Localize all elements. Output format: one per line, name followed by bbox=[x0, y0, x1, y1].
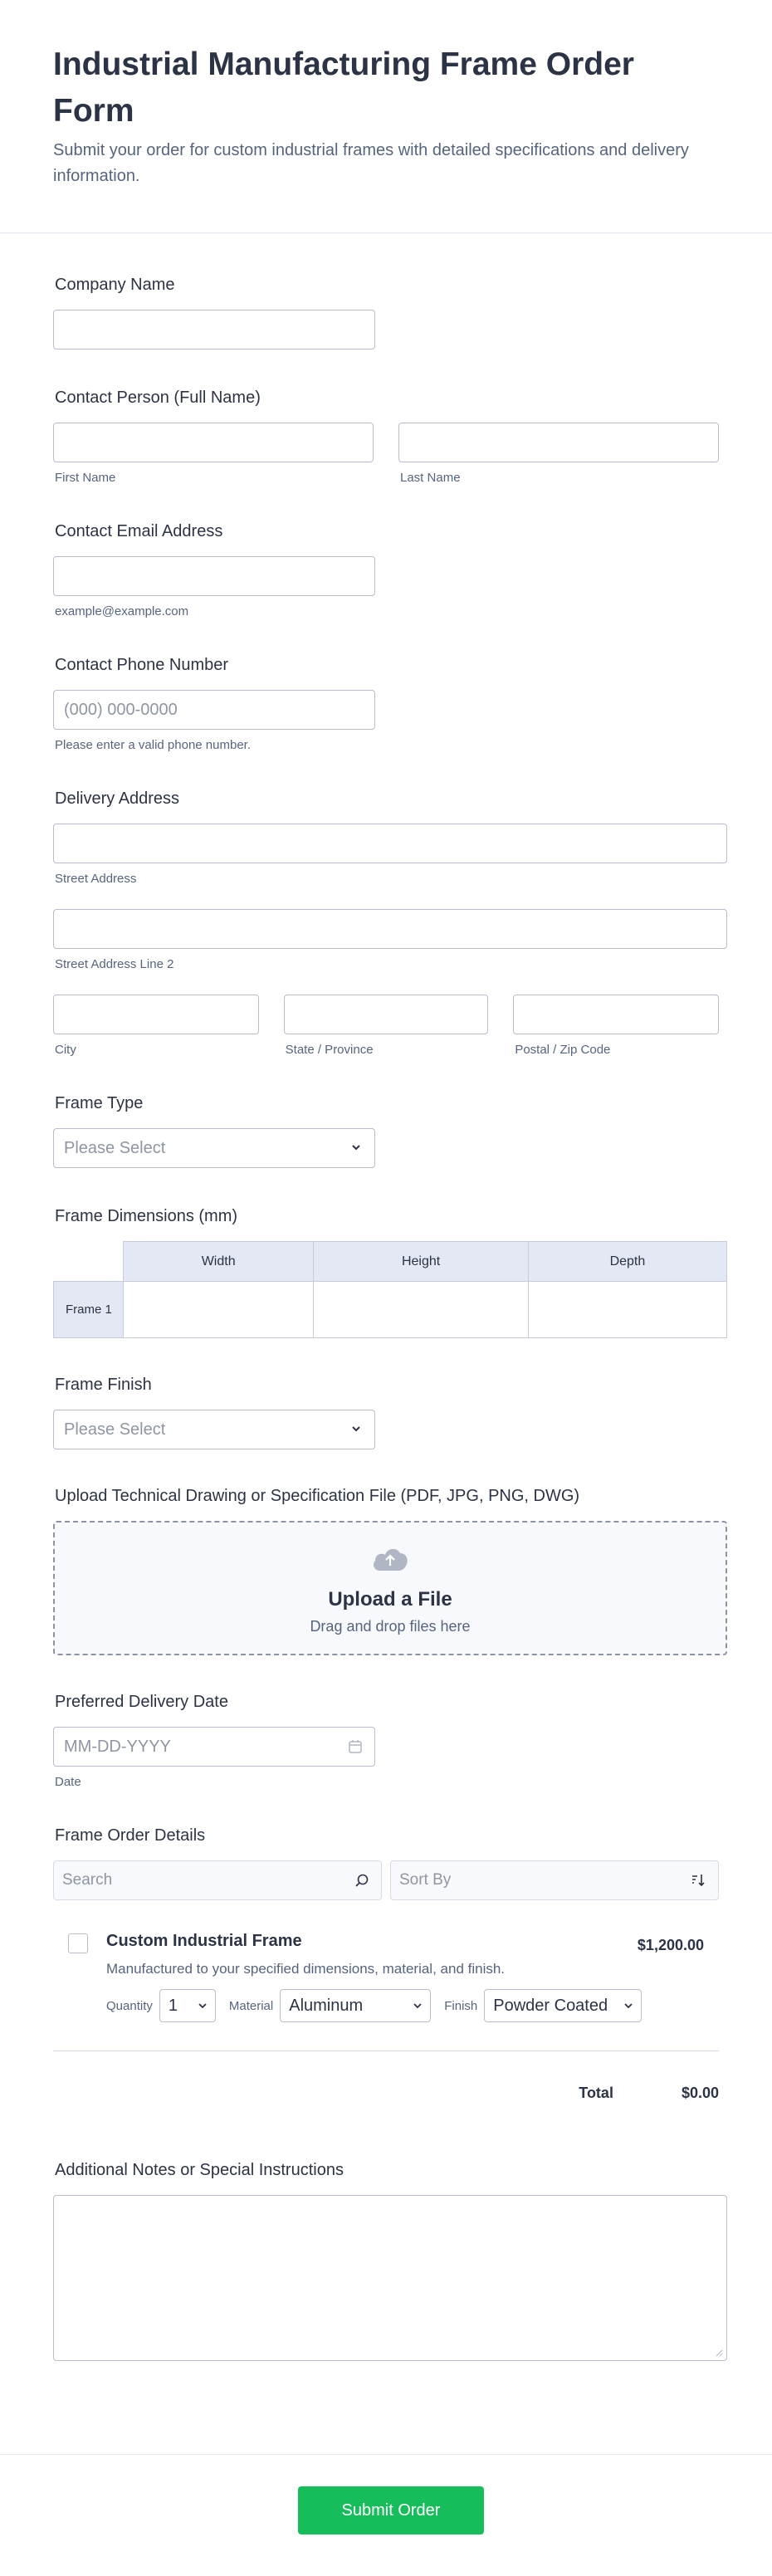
form-body bbox=[0, 275, 772, 2361]
upload-hint: Drag and drop files here bbox=[310, 1618, 471, 1635]
dims-col-width: Width bbox=[124, 1242, 314, 1282]
product-item bbox=[53, 1917, 719, 2051]
street2-sublabel: Street Address Line 2 bbox=[55, 957, 174, 971]
contact-field bbox=[53, 388, 719, 485]
order-field bbox=[53, 1826, 719, 2102]
cloud-upload-icon bbox=[370, 1544, 410, 1572]
sort-placeholder: Sort By bbox=[399, 1871, 452, 1889]
phone-sublabel: Please enter a valid phone number. bbox=[55, 738, 251, 752]
contact-label: Contact Person (Full Name) bbox=[55, 389, 261, 407]
page-subtitle: Submit your order for custom industrial frames with detailed specifications and delivery information. bbox=[53, 141, 689, 185]
street2-input[interactable] bbox=[53, 909, 727, 949]
company-input[interactable] bbox=[53, 310, 375, 349]
total-value: $0.00 bbox=[681, 2085, 719, 2101]
page-title: Industrial Manufacturing Frame Order Form bbox=[53, 46, 634, 129]
quantity-label: Quantity bbox=[106, 1998, 153, 2013]
form-footer bbox=[0, 2454, 772, 2576]
chevron-down-icon bbox=[197, 2000, 208, 2011]
state-sublabel: State / Province bbox=[285, 1043, 374, 1057]
upload-dropzone[interactable] bbox=[53, 1521, 727, 1655]
material-value: Aluminum bbox=[289, 1997, 364, 2015]
order-label: Frame Order Details bbox=[55, 1826, 206, 1845]
frame-type-label: Frame Type bbox=[55, 1094, 144, 1112]
city-input[interactable] bbox=[53, 995, 259, 1034]
total-label: Total bbox=[579, 2085, 613, 2101]
email-label: Contact Email Address bbox=[55, 522, 223, 540]
product-name: Custom Industrial Frame bbox=[106, 1932, 302, 1950]
frame-type-field bbox=[53, 1093, 719, 1168]
zip-input[interactable] bbox=[513, 995, 719, 1034]
submit-order-button[interactable]: Submit Order bbox=[298, 2486, 484, 2534]
email-sublabel: example@example.com bbox=[55, 604, 189, 618]
calendar-icon[interactable] bbox=[348, 1739, 363, 1754]
phone-placeholder: (000) 000-0000 bbox=[64, 701, 178, 719]
first-name-sublabel: First Name bbox=[55, 471, 116, 485]
address-label: Delivery Address bbox=[55, 789, 180, 808]
product-search-input[interactable] bbox=[53, 1860, 382, 1900]
delivery-date-field bbox=[53, 1692, 719, 1789]
state-input[interactable] bbox=[284, 995, 489, 1034]
phone-input[interactable] bbox=[53, 690, 375, 730]
zip-sublabel: Postal / Zip Code bbox=[515, 1043, 611, 1057]
address-field bbox=[53, 789, 719, 1057]
product-price: $1,200.00 bbox=[637, 1937, 704, 1953]
frame-type-placeholder: Please Select bbox=[64, 1139, 166, 1157]
finish-option-value: Powder Coated bbox=[493, 1997, 608, 2015]
sort-by-select[interactable] bbox=[390, 1860, 719, 1900]
finish-select[interactable] bbox=[53, 1410, 375, 1449]
search-placeholder: Search bbox=[62, 1871, 113, 1889]
email-field bbox=[53, 521, 719, 618]
street-input[interactable] bbox=[53, 824, 727, 863]
company-field bbox=[53, 275, 719, 349]
form-header bbox=[0, 0, 772, 233]
dims-col-depth: Depth bbox=[528, 1242, 726, 1282]
frame-type-select[interactable] bbox=[53, 1128, 375, 1168]
chevron-down-icon bbox=[623, 2000, 634, 2011]
finish-label: Frame Finish bbox=[55, 1376, 152, 1394]
dims-depth-cell[interactable] bbox=[528, 1282, 726, 1338]
product-options bbox=[106, 1989, 704, 2022]
email-input[interactable] bbox=[53, 556, 375, 596]
dimensions-table bbox=[53, 1241, 719, 1338]
first-name-input[interactable] bbox=[53, 423, 374, 462]
upload-label: Upload Technical Drawing or Specification File (PDF, JPG, PNG, DWG) bbox=[55, 1487, 580, 1505]
search-icon[interactable] bbox=[354, 1873, 369, 1888]
city-sublabel: City bbox=[55, 1043, 76, 1057]
notes-field bbox=[53, 2160, 719, 2361]
dims-width-cell[interactable] bbox=[124, 1282, 314, 1338]
chevron-down-icon bbox=[349, 1141, 363, 1154]
phone-field bbox=[53, 655, 719, 752]
dims-row-frame-1: Frame 1 bbox=[54, 1282, 124, 1338]
delivery-date-label: Preferred Delivery Date bbox=[55, 1693, 228, 1711]
material-select[interactable] bbox=[280, 1989, 431, 2022]
delivery-date-input[interactable] bbox=[53, 1727, 375, 1767]
finish-option-label: Finish bbox=[444, 1998, 478, 2013]
delivery-date-placeholder: MM-DD-YYYY bbox=[64, 1738, 171, 1756]
order-toolbar bbox=[53, 1860, 719, 1900]
finish-field bbox=[53, 1375, 719, 1449]
finish-placeholder: Please Select bbox=[64, 1420, 166, 1439]
quantity-select[interactable] bbox=[159, 1989, 216, 2022]
chevron-down-icon bbox=[349, 1422, 363, 1435]
product-checkbox[interactable] bbox=[68, 1933, 88, 1953]
dims-col-height: Height bbox=[314, 1242, 529, 1282]
product-description: Manufactured to your specified dimensions, material, and finish. bbox=[106, 1961, 506, 1977]
finish-option-select[interactable] bbox=[484, 1989, 642, 2022]
dimensions-label: Frame Dimensions (mm) bbox=[55, 1207, 238, 1225]
dims-corner bbox=[54, 1242, 124, 1282]
company-label: Company Name bbox=[55, 276, 175, 294]
upload-field bbox=[53, 1486, 719, 1655]
dims-height-cell[interactable] bbox=[314, 1282, 529, 1338]
order-total bbox=[53, 2051, 719, 2102]
last-name-input[interactable] bbox=[398, 423, 719, 462]
resize-grip-icon[interactable] bbox=[715, 2349, 723, 2357]
chevron-down-icon bbox=[412, 2000, 423, 2011]
street-sublabel: Street Address bbox=[55, 872, 137, 886]
sort-icon[interactable] bbox=[688, 1873, 706, 1888]
quantity-value: 1 bbox=[168, 1997, 178, 2015]
delivery-date-sublabel: Date bbox=[55, 1775, 81, 1789]
notes-label: Additional Notes or Special Instructions bbox=[55, 2161, 344, 2179]
material-label: Material bbox=[228, 1998, 274, 2013]
last-name-sublabel: Last Name bbox=[400, 471, 461, 485]
notes-textarea[interactable] bbox=[53, 2195, 727, 2361]
phone-label: Contact Phone Number bbox=[55, 656, 229, 674]
dimensions-field bbox=[53, 1206, 719, 1338]
upload-title: Upload a File bbox=[328, 1588, 452, 1611]
